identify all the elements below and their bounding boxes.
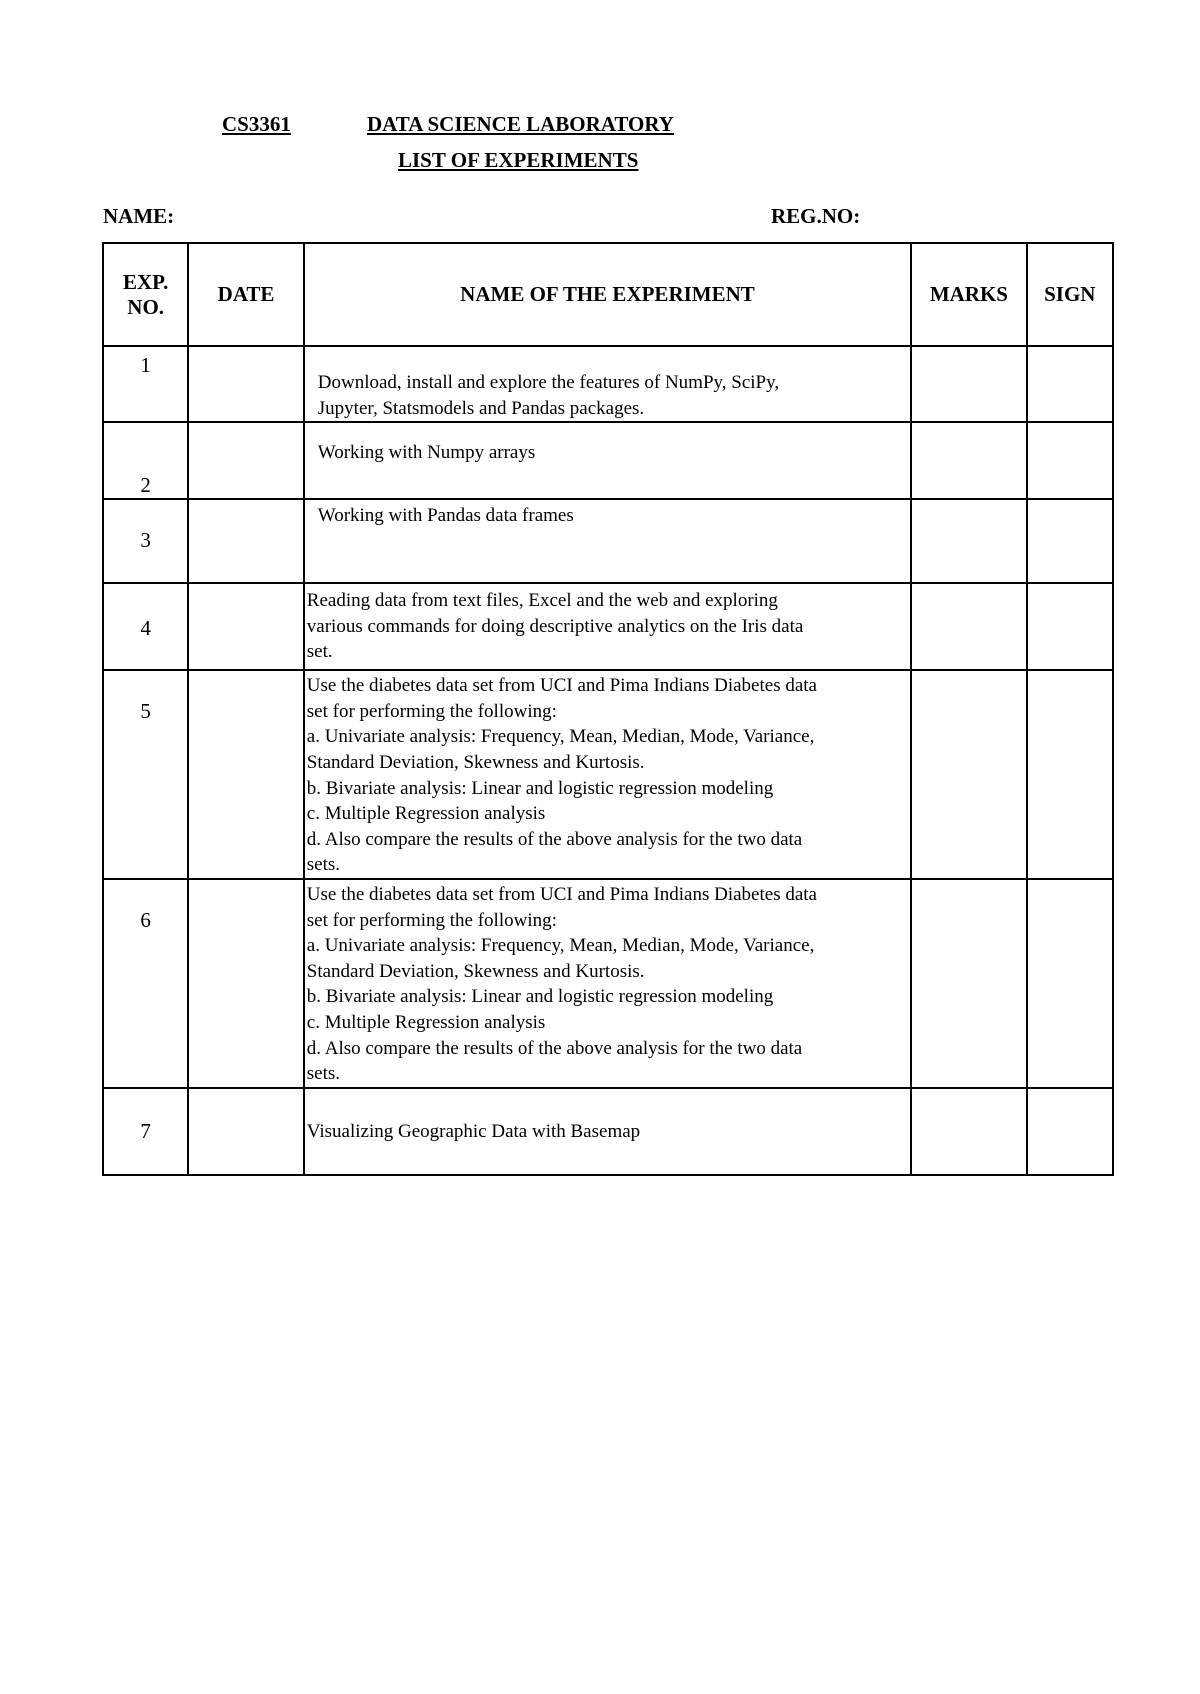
sign-cell	[1027, 670, 1113, 879]
marks-cell	[911, 879, 1026, 1088]
col-sign: SIGN	[1027, 243, 1113, 346]
sign-cell	[1027, 1088, 1113, 1175]
experiment-text: various commands for doing descriptive analytics on the Iris data	[306, 615, 804, 637]
sign-cell	[1027, 422, 1113, 499]
experiment-text: b. Bivariate analysis: Linear and logistic regression modeling	[306, 777, 774, 799]
sign-cell	[1027, 583, 1113, 670]
experiment-text: Working with Pandas data frames	[317, 505, 574, 527]
experiment-text: sets.	[306, 1063, 341, 1085]
experiment-name-cell	[304, 346, 911, 422]
list-subtitle: LIST OF EXPERIMENTS	[398, 148, 639, 172]
marks-cell	[911, 670, 1026, 879]
exp-no-cell: 2	[103, 422, 188, 499]
table-row	[103, 670, 1113, 879]
date-cell	[188, 1088, 303, 1175]
experiment-text: set for performing the following:	[306, 909, 557, 931]
sign-cell	[1027, 499, 1113, 583]
experiment-name-cell	[304, 879, 911, 1088]
date-cell	[188, 583, 303, 670]
marks-cell	[911, 346, 1026, 422]
experiment-text: a. Univariate analysis: Frequency, Mean, Median, Mode, Variance,	[306, 935, 815, 957]
sign-cell	[1027, 346, 1113, 422]
experiment-text: Download, install and explore the features of NumPy, SciPy,	[317, 372, 780, 393]
experiment-text: b. Bivariate analysis: Linear and logistic regression modeling	[306, 986, 774, 1008]
experiment-text: Visualizing Geographic Data with Basemap	[306, 1120, 641, 1142]
experiment-text: Standard Deviation, Skewness and Kurtosis.	[306, 960, 645, 982]
col-experiment-name: NAME OF THE EXPERIMENT	[304, 243, 911, 346]
experiment-text: d. Also compare the results of the above analysis for the two data	[306, 1037, 803, 1059]
course-code: CS3361	[222, 112, 291, 136]
sign-cell	[1027, 879, 1113, 1088]
table-row	[103, 422, 1113, 499]
exp-no-cell: 3	[103, 499, 188, 583]
date-cell	[188, 346, 303, 422]
exp-no-cell: 7	[103, 1088, 188, 1175]
marks-cell	[911, 499, 1026, 583]
experiment-text: sets.	[306, 854, 341, 876]
experiment-text: Use the diabetes data set from UCI and Pima Indians Diabetes data	[306, 675, 817, 697]
experiment-name-cell	[304, 670, 911, 879]
exp-no-cell: 5	[103, 670, 188, 879]
col-date: DATE	[188, 243, 303, 346]
experiment-name-cell	[304, 583, 911, 670]
marks-cell	[911, 422, 1026, 499]
experiment-text: a. Univariate analysis: Frequency, Mean, Median, Mode, Variance,	[306, 726, 815, 748]
name-label: NAME:	[103, 204, 175, 228]
experiment-text: Standard Deviation, Skewness and Kurtosis.	[306, 751, 645, 773]
experiments-table	[102, 242, 1114, 1176]
date-cell	[188, 499, 303, 583]
experiment-text: c. Multiple Regression analysis	[306, 1011, 546, 1033]
experiment-text: set for performing the following:	[306, 700, 557, 722]
regno-label: REG.NO:	[771, 204, 861, 228]
table-row	[103, 879, 1113, 1088]
col-exp-no-line1: EXP.	[123, 269, 169, 294]
experiment-text: Working with Numpy arrays	[317, 442, 536, 464]
table-header-row	[103, 243, 1113, 346]
table-row	[103, 583, 1113, 670]
table-row	[103, 1088, 1113, 1175]
col-marks: MARKS	[911, 243, 1026, 346]
experiment-text: Reading data from text files, Excel and the web and exploring	[306, 590, 778, 612]
experiment-name-cell	[304, 499, 911, 583]
exp-no-cell: 6	[103, 879, 188, 1088]
experiment-text: Jupyter, Statsmodels and Pandas packages.	[317, 397, 645, 419]
experiment-text: set.	[306, 641, 333, 663]
experiment-text: d. Also compare the results of the above analysis for the two data	[306, 828, 803, 850]
col-exp-no	[103, 243, 188, 346]
col-exp-no-line2: NO.	[127, 294, 165, 319]
experiment-name-cell	[304, 1088, 911, 1175]
marks-cell	[911, 583, 1026, 670]
course-title: DATA SCIENCE LABORATORY	[367, 112, 674, 136]
marks-cell	[911, 1088, 1026, 1175]
experiment-text: c. Multiple Regression analysis	[306, 803, 546, 825]
experiment-text: Use the diabetes data set from UCI and Pima Indians Diabetes data	[306, 883, 817, 905]
table-row	[103, 346, 1113, 422]
experiment-name-cell	[304, 422, 911, 499]
date-cell	[188, 879, 303, 1088]
exp-no-cell: 4	[103, 583, 188, 670]
exp-no-cell: 1	[103, 346, 188, 422]
date-cell	[188, 670, 303, 879]
date-cell	[188, 422, 303, 499]
table-row	[103, 499, 1113, 583]
